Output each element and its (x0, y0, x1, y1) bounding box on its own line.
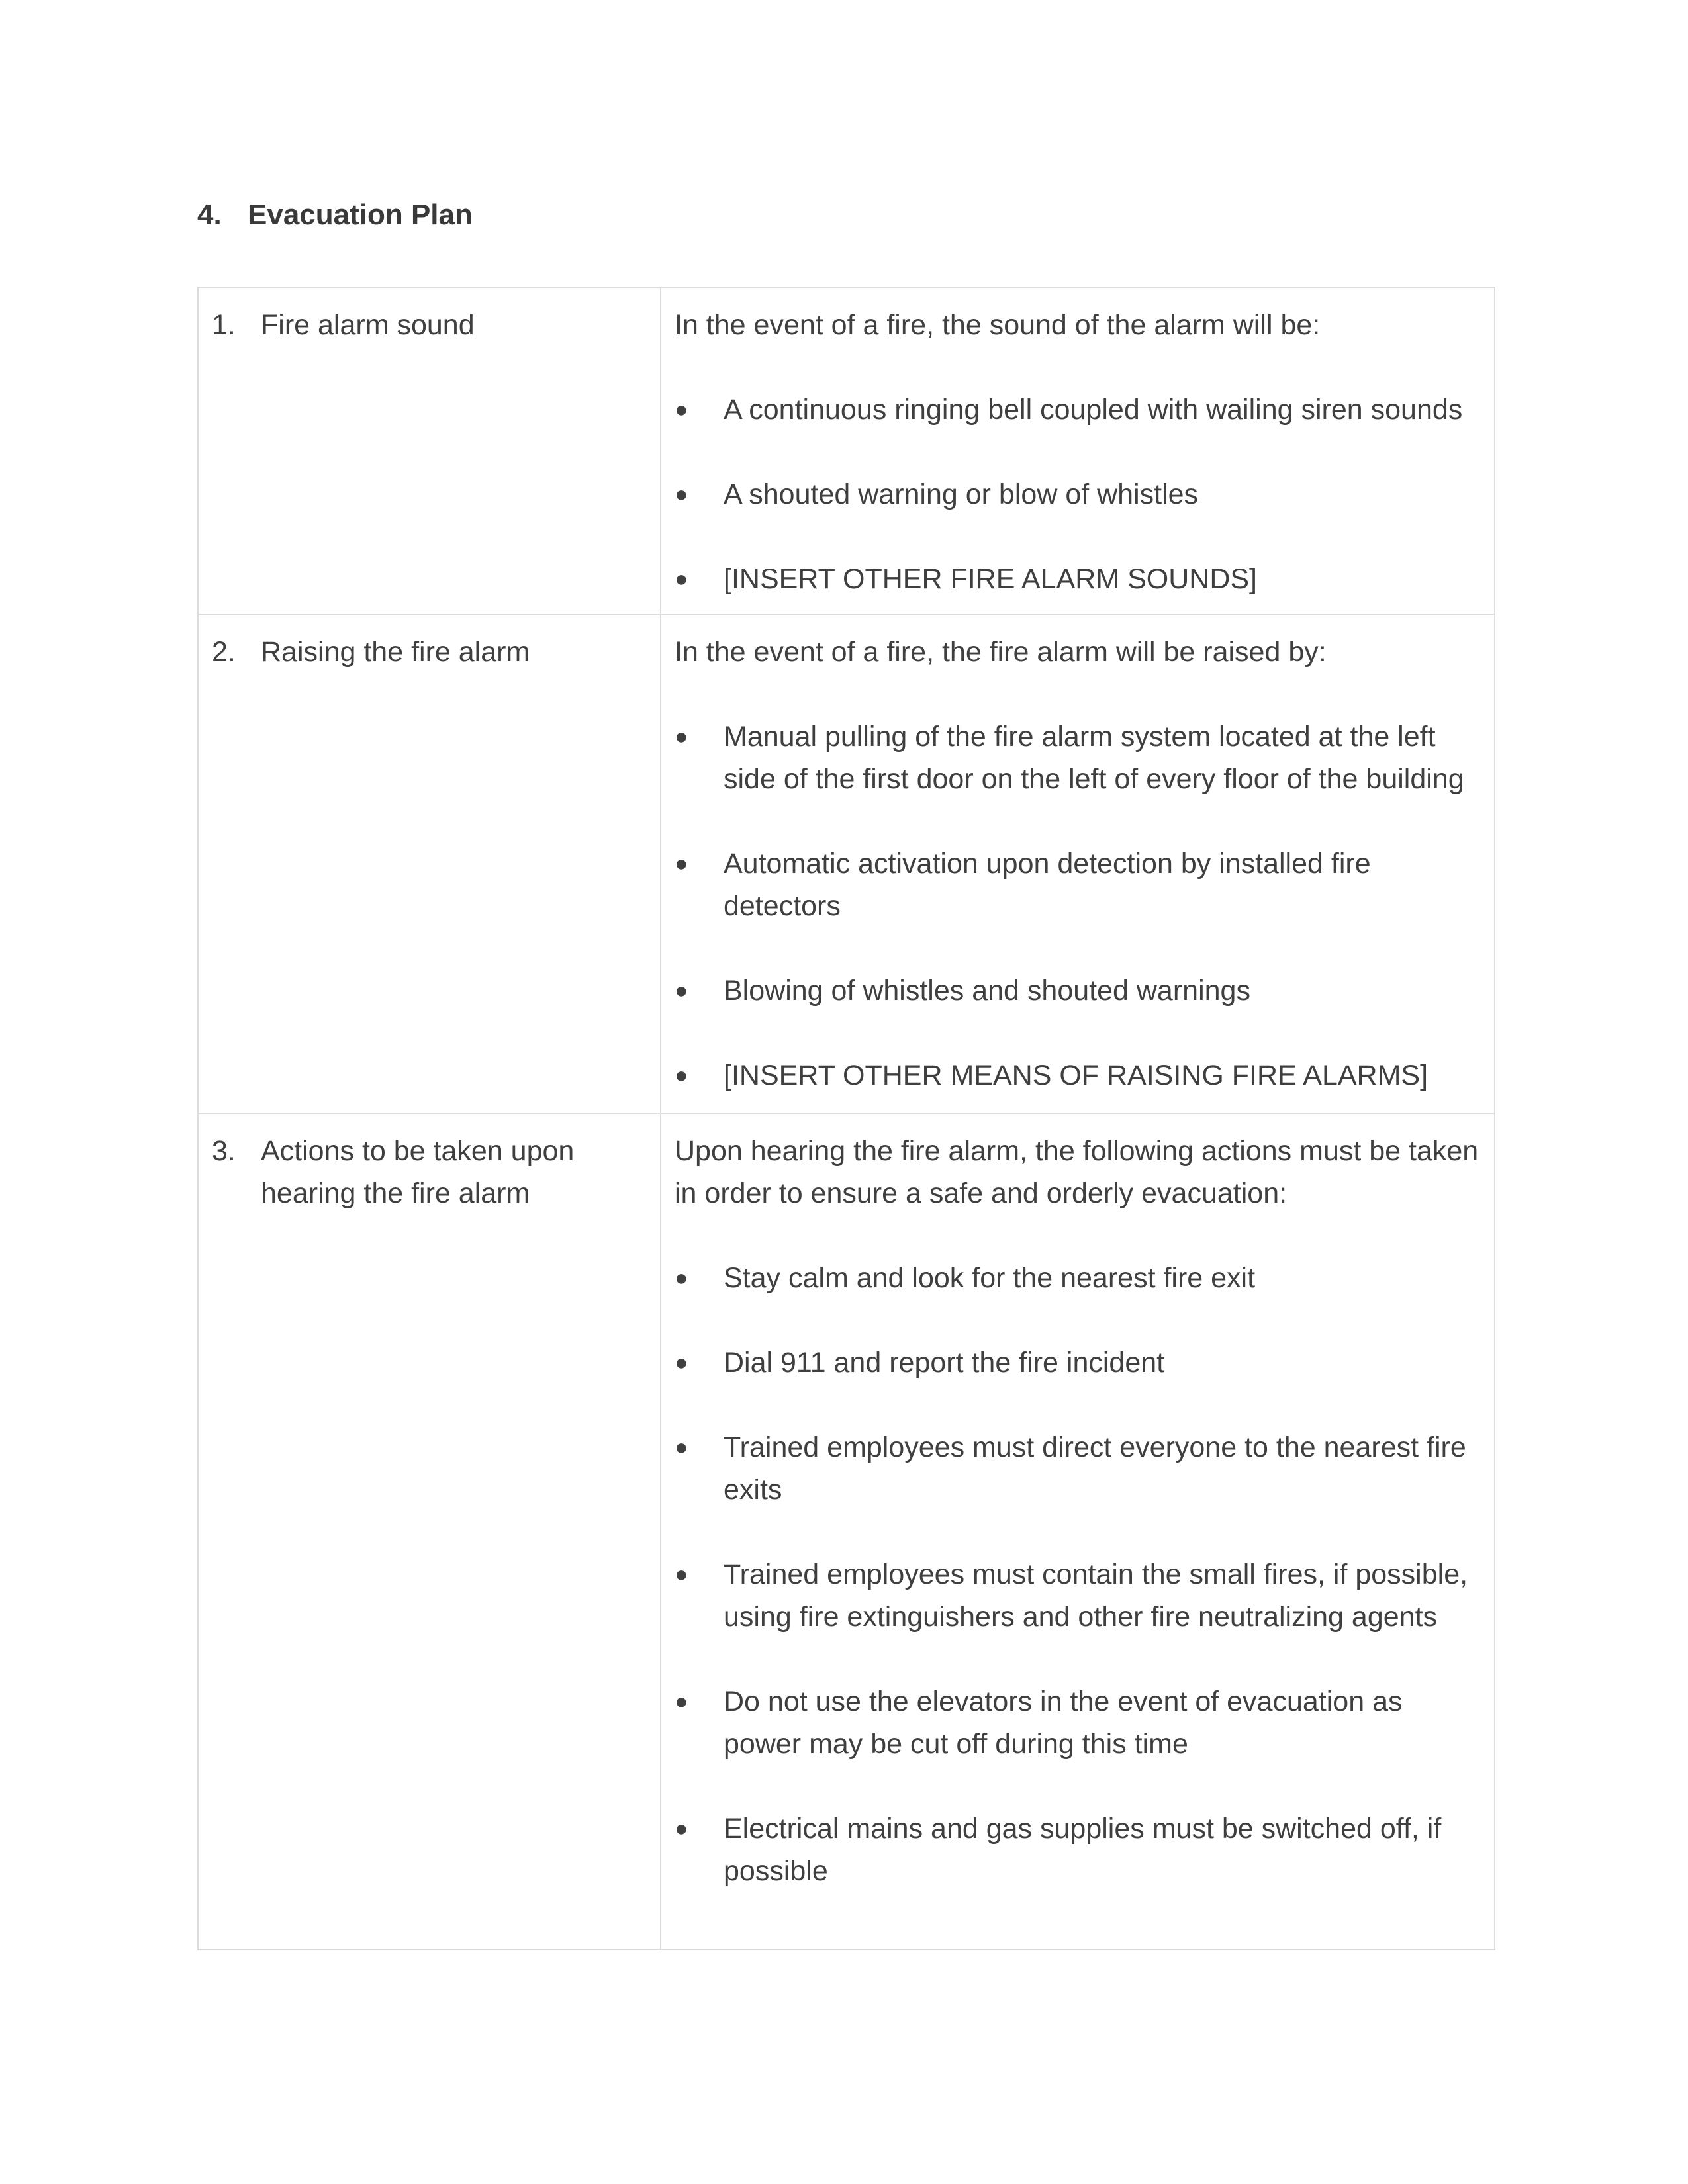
row-title-text: Raising the fire alarm (261, 636, 530, 668)
bullet-icon: ● (675, 1350, 688, 1375)
row-title-text: Actions to be taken upon hearing the fire alarm (261, 1135, 575, 1209)
bullet-icon: ● (675, 1689, 688, 1714)
row-label-cell (198, 1113, 661, 1950)
section-heading (197, 199, 473, 232)
list-item-text: Manual pulling of the fire alarm system located at the left side of the first door on the left of every floor of the building (724, 721, 1464, 795)
row-title-text: Fire alarm sound (261, 309, 475, 341)
list-item (675, 1342, 1481, 1384)
row-title (199, 288, 660, 346)
table-row (198, 1113, 1495, 1950)
list-item-text: Stay calm and look for the nearest fire exit (724, 1262, 1256, 1294)
row-index: 2. (212, 636, 236, 668)
list-item-text: A shouted warning or blow of whistles (724, 478, 1199, 510)
row-title (199, 615, 660, 673)
bullet-icon: ● (675, 1562, 688, 1587)
row-content-cell (661, 614, 1495, 1113)
list-item-text: [INSERT OTHER MEANS OF RAISING FIRE ALARMS] (724, 1060, 1429, 1091)
list-item (675, 1054, 1481, 1097)
bullet-list (675, 1257, 1481, 1892)
row-intro-text: In the event of a fire, the sound of the alarm will be: (675, 309, 1321, 341)
bullet-icon: ● (675, 851, 688, 876)
bullet-icon: ● (675, 1816, 688, 1841)
bullet-icon: ● (675, 1063, 688, 1088)
row-index: 3. (212, 1135, 236, 1167)
row-intro-text: Upon hearing the fire alarm, the following actions must be taken in order to ensure a safe and orderly evacuation: (675, 1135, 1479, 1209)
bullet-icon: ● (675, 397, 688, 422)
row-index: 1. (212, 309, 236, 341)
list-item (675, 558, 1481, 600)
bullet-icon: ● (675, 724, 688, 749)
row-content (661, 288, 1494, 614)
bullet-icon: ● (675, 1435, 688, 1460)
evacuation-plan-table (197, 287, 1495, 1950)
list-item (675, 388, 1481, 431)
list-item (675, 715, 1481, 800)
list-item (675, 1426, 1481, 1511)
list-item (675, 1553, 1481, 1638)
section-title: Evacuation Plan (248, 199, 473, 231)
list-item-text: A continuous ringing bell coupled with wailing siren sounds (724, 394, 1463, 426)
table-row (198, 614, 1495, 1113)
list-item (675, 970, 1481, 1012)
row-title (199, 1114, 660, 1214)
list-item (675, 473, 1481, 516)
bullet-list (675, 388, 1481, 600)
list-item-text: Trained employees must direct everyone to the nearest fire exits (724, 1432, 1466, 1506)
list-item-text: [INSERT OTHER FIRE ALARM SOUNDS] (724, 563, 1257, 595)
bullet-icon: ● (675, 1265, 688, 1291)
row-label-cell (198, 287, 661, 614)
list-item-text: Electrical mains and gas supplies must be switched off, if possible (724, 1813, 1442, 1887)
row-content-cell (661, 287, 1495, 614)
bullet-icon: ● (675, 482, 688, 507)
list-item (675, 1257, 1481, 1299)
list-item (675, 1807, 1481, 1892)
row-content (661, 615, 1494, 1110)
list-item-text: Trained employees must contain the small fires, if possible, using fire extinguishers and other fire neutralizing agents (724, 1559, 1468, 1633)
list-item-text: Blowing of whistles and shouted warnings (724, 975, 1250, 1007)
list-item-text: Automatic activation upon detection by installed fire detectors (724, 848, 1371, 922)
bullet-icon: ● (675, 978, 688, 1003)
bullet-icon: ● (675, 567, 688, 592)
table-row (198, 287, 1495, 614)
row-content-cell (661, 1113, 1495, 1950)
row-content (661, 1114, 1494, 1905)
bullet-list (675, 715, 1481, 1097)
list-item (675, 1680, 1481, 1765)
list-item-text: Dial 911 and report the fire incident (724, 1347, 1165, 1379)
list-item-text: Do not use the elevators in the event of evacuation as power may be cut off during this time (724, 1686, 1403, 1760)
list-item (675, 842, 1481, 927)
row-intro-text: In the event of a fire, the fire alarm will be raised by: (675, 636, 1327, 668)
row-label-cell (198, 614, 661, 1113)
section-number: 4. (197, 199, 222, 231)
